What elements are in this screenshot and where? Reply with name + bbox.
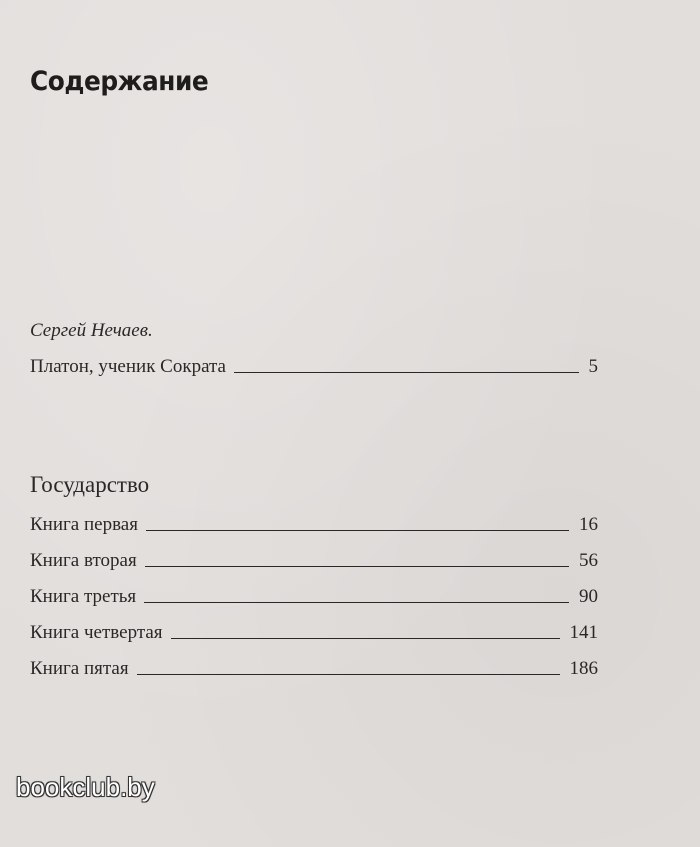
- toc-entry: [30, 654, 598, 680]
- dot-leader: [171, 638, 560, 639]
- toc-entry: [30, 582, 598, 608]
- intro-author: Сергей Нечаев.: [30, 320, 153, 341]
- toc-entry-page: 141: [569, 622, 598, 643]
- watermark: bookclub.by: [16, 772, 155, 802]
- toc-entry-label: Книга третья: [30, 586, 137, 607]
- toc-entry-page: 90: [579, 586, 598, 607]
- toc-entry: [30, 510, 598, 536]
- toc-entry: [30, 546, 598, 572]
- dot-leader: [144, 602, 569, 603]
- toc-entry-page: 5: [588, 356, 598, 377]
- toc-entry-label: Платон, ученик Сократа: [30, 356, 226, 377]
- toc-entry-page: 56: [579, 550, 598, 571]
- toc-entry: [30, 618, 598, 644]
- toc-entry-intro: [30, 352, 598, 378]
- toc-entry-page: 186: [569, 658, 598, 679]
- dot-leader: [146, 530, 569, 531]
- dot-leader: [145, 566, 569, 567]
- toc-entry-label: Книга первая: [30, 514, 138, 535]
- dot-leader: [137, 674, 560, 675]
- toc-entry-label: Книга вторая: [30, 550, 137, 571]
- section-title: Государство: [30, 472, 150, 497]
- toc-entry-label: Книга четвертая: [30, 622, 163, 643]
- toc-entry-page: 16: [579, 514, 598, 535]
- page-title: Содержание: [30, 66, 209, 97]
- toc-entry-label: Книга пятая: [30, 658, 129, 679]
- dot-leader: [234, 372, 579, 373]
